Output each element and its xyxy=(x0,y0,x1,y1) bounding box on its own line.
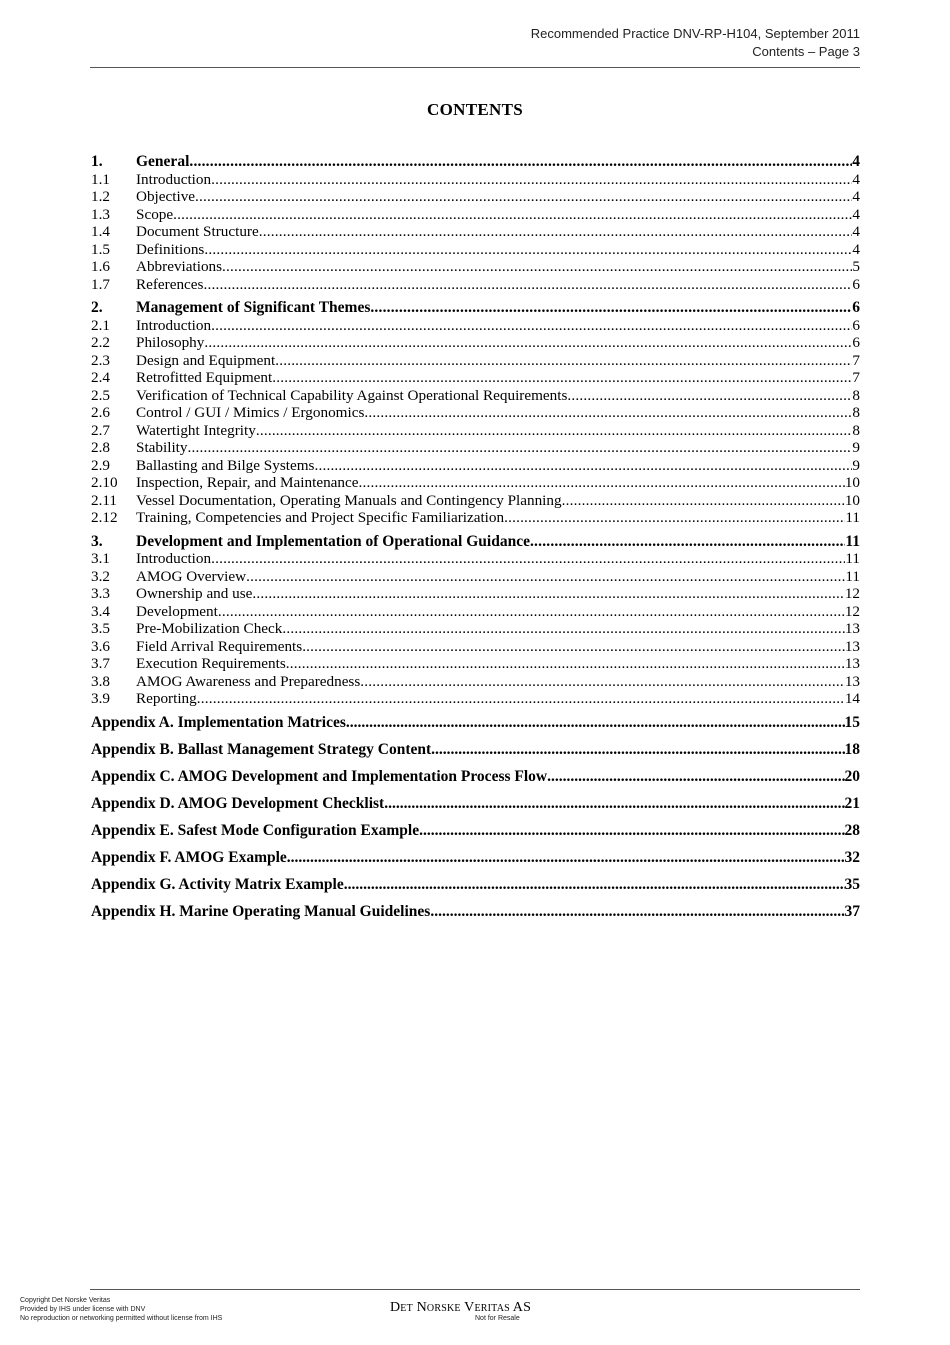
entry-number: 1.6 xyxy=(91,258,110,275)
entry-number: 2.7 xyxy=(91,421,110,439)
page-number: 6 xyxy=(852,299,860,316)
entry-title: Vessel Documentation, Operating Manuals and Contingency Planning xyxy=(136,491,562,509)
entry-number: 1.2 xyxy=(91,188,110,205)
entry-number: 2.1 xyxy=(91,316,110,334)
entry-title: Control / GUI / Mimics / Ergonomics xyxy=(136,404,365,421)
page-number: 11 xyxy=(845,550,860,567)
page-number: 13 xyxy=(844,637,860,655)
page-number: 6 xyxy=(852,316,860,334)
page-number: 8 xyxy=(852,404,860,421)
page-title: CONTENTS xyxy=(427,100,523,119)
dot-leader xyxy=(173,206,852,224)
page-number: 4 xyxy=(852,205,860,223)
toc-entry[interactable] xyxy=(91,638,860,656)
entry-number: 2.2 xyxy=(91,334,110,351)
entry-title: Design and Equipment xyxy=(136,351,276,369)
toc-entry[interactable] xyxy=(91,258,860,276)
toc-entry[interactable] xyxy=(91,422,860,440)
dot-leader xyxy=(384,795,844,813)
page-number: 4 xyxy=(852,153,860,170)
entry-title: Ballasting and Bilge Systems xyxy=(136,456,315,474)
page-number: 9 xyxy=(852,439,860,456)
header-page-label: Contents – Page 3 xyxy=(752,44,860,59)
page-number: 8 xyxy=(852,421,860,439)
entry-number: 2.9 xyxy=(91,456,110,474)
toc-appendix[interactable] xyxy=(91,741,860,768)
dot-leader xyxy=(272,369,852,387)
copyright-line: Copyright Det Norske Veritas xyxy=(20,1297,111,1304)
dot-leader xyxy=(346,714,845,732)
page-number: 14 xyxy=(844,690,860,707)
resale-notice: Not for Resale xyxy=(475,1315,520,1322)
page-number: 10 xyxy=(844,474,860,491)
entry-title: Definitions xyxy=(136,240,205,258)
section-number: 1. xyxy=(91,153,103,170)
dot-leader xyxy=(197,690,845,708)
dot-leader xyxy=(344,876,845,894)
page-number: 5 xyxy=(852,258,860,275)
page-number: 12 xyxy=(844,602,860,620)
toc-appendix[interactable] xyxy=(91,768,860,795)
section-title: Management of Significant Themes xyxy=(136,299,371,316)
appendix-title: Appendix H. Marine Operating Manual Guidelines xyxy=(91,902,431,920)
toc-appendix[interactable] xyxy=(91,903,860,930)
entry-title: References xyxy=(136,275,204,293)
dot-leader xyxy=(431,741,844,759)
dot-leader xyxy=(287,849,845,867)
entry-number: 1.3 xyxy=(91,205,110,223)
entry-number: 2.3 xyxy=(91,351,110,369)
entry-number: 3.2 xyxy=(91,567,110,585)
toc-entry[interactable] xyxy=(91,690,860,708)
entry-number: 2.12 xyxy=(91,509,118,526)
toc-section xyxy=(91,299,860,527)
dot-leader xyxy=(252,585,844,603)
toc-appendix[interactable] xyxy=(91,876,860,903)
dot-leader xyxy=(360,673,845,691)
page-number: 13 xyxy=(844,655,860,672)
toc-section xyxy=(91,153,860,293)
page-number: 8 xyxy=(852,386,860,404)
dot-leader xyxy=(562,492,845,510)
dot-leader xyxy=(364,404,852,422)
toc-entry[interactable] xyxy=(91,387,860,405)
page-number: 18 xyxy=(844,740,860,758)
toc-appendix[interactable] xyxy=(91,714,860,741)
dot-leader xyxy=(504,509,845,527)
dot-leader xyxy=(430,903,844,921)
dot-leader xyxy=(187,439,852,457)
appendix-title: Appendix F. AMOG Example xyxy=(91,848,287,866)
toc-appendix[interactable] xyxy=(91,849,860,876)
dot-leader xyxy=(419,822,844,840)
page-number: 4 xyxy=(852,188,860,205)
toc-entry[interactable] xyxy=(91,171,860,189)
page-number: 7 xyxy=(852,369,860,386)
entry-title: Reporting xyxy=(136,690,197,707)
entry-number: 2.8 xyxy=(91,439,110,456)
appendix-title: Appendix C. AMOG Development and Implementation Process Flow xyxy=(91,767,548,785)
dot-leader xyxy=(275,352,852,370)
page-number: 11 xyxy=(845,532,860,550)
toc-entry[interactable] xyxy=(91,352,860,370)
company-name: Det Norske Veritas AS xyxy=(390,1300,532,1315)
entry-title: Introduction xyxy=(136,316,212,334)
appendix-title: Appendix G. Activity Matrix Example xyxy=(91,875,344,893)
page-number: 10 xyxy=(844,491,860,509)
page-number: 28 xyxy=(844,821,860,839)
entry-title: Retrofitted Equipment xyxy=(136,369,273,386)
toc-entry[interactable] xyxy=(91,206,860,224)
header-divider xyxy=(90,67,860,68)
page-number: 20 xyxy=(844,767,860,785)
page-number: 35 xyxy=(844,875,860,893)
entry-title: Introduction xyxy=(136,550,212,567)
page-number: 4 xyxy=(852,223,860,240)
entry-title: Objective xyxy=(136,188,196,205)
dot-leader xyxy=(189,153,852,171)
page-number: 13 xyxy=(844,620,860,637)
entry-title: Inspection, Repair, and Maintenance xyxy=(136,474,359,491)
dot-leader xyxy=(314,457,852,475)
copyright-line: Provided by IHS under license with DNV xyxy=(20,1306,146,1313)
entry-title: Field Arrival Requirements xyxy=(136,637,303,655)
page-number: 13 xyxy=(844,672,860,690)
entry-number: 3.8 xyxy=(91,672,110,690)
entry-title: Development xyxy=(136,602,218,620)
toc-entry[interactable] xyxy=(91,550,860,568)
toc-entry[interactable] xyxy=(91,492,860,510)
entry-number: 1.5 xyxy=(91,240,110,258)
toc-entry[interactable] xyxy=(91,474,860,492)
page-number: 9 xyxy=(852,456,860,474)
entry-number: 2.5 xyxy=(91,386,110,404)
appendix-title: Appendix D. AMOG Development Checklist xyxy=(91,794,385,812)
dot-leader xyxy=(203,276,852,294)
entry-title: Scope xyxy=(136,205,174,223)
appendix-title: Appendix B. Ballast Management Strategy Content xyxy=(91,740,432,758)
page-number: 12 xyxy=(844,585,860,602)
entry-title: Verification of Technical Capability Against Operational Requirements xyxy=(136,386,568,404)
toc-entry[interactable] xyxy=(91,276,860,294)
entry-title: Document Structure xyxy=(136,223,259,240)
section-title: Development and Implementation of Operational Guidance xyxy=(136,532,530,550)
toc-entry[interactable] xyxy=(91,241,860,259)
toc-entry[interactable] xyxy=(91,439,860,457)
dot-leader xyxy=(204,241,852,259)
entry-title: AMOG Overview xyxy=(136,567,247,585)
toc-entry[interactable] xyxy=(91,404,860,422)
dot-leader xyxy=(358,474,844,492)
header-document-title: Recommended Practice DNV-RP-H104, September 2011 xyxy=(530,26,860,41)
page-number: 4 xyxy=(852,240,860,258)
page-number: 6 xyxy=(852,334,860,351)
page-number: 6 xyxy=(852,275,860,293)
entry-title: Abbreviations xyxy=(136,258,223,275)
dot-leader xyxy=(204,334,852,352)
page-number: 11 xyxy=(845,509,860,526)
entry-number: 3.9 xyxy=(91,690,110,707)
dot-leader xyxy=(211,550,845,568)
section-title: General xyxy=(136,153,190,170)
entry-title: Philosophy xyxy=(136,334,205,351)
toc-entry[interactable] xyxy=(91,673,860,691)
entry-title: AMOG Awareness and Preparedness xyxy=(136,672,361,690)
entry-number: 3.6 xyxy=(91,637,110,655)
toc-entry[interactable] xyxy=(91,317,860,335)
toc-entry[interactable] xyxy=(91,223,860,241)
toc-section-heading[interactable] xyxy=(91,533,860,551)
dot-leader xyxy=(286,655,845,673)
appendix-title: Appendix E. Safest Mode Configuration Example xyxy=(91,821,420,839)
toc-entry[interactable] xyxy=(91,369,860,387)
toc-entry[interactable] xyxy=(91,603,860,621)
entry-number: 1.7 xyxy=(91,275,110,293)
dot-leader xyxy=(222,258,852,276)
dot-leader xyxy=(256,422,853,440)
toc-entry[interactable] xyxy=(91,568,860,586)
entry-number: 3.1 xyxy=(91,550,110,567)
dot-leader xyxy=(211,171,852,189)
dot-leader xyxy=(282,620,844,638)
dot-leader xyxy=(246,568,845,586)
dot-leader xyxy=(370,299,852,317)
copyright-notice xyxy=(20,1296,222,1323)
page-header xyxy=(531,25,860,61)
entry-number: 3.3 xyxy=(91,585,110,602)
entry-title: Watertight Integrity xyxy=(136,421,256,439)
entry-title: Training, Competencies and Project Specific Familiarization xyxy=(136,509,505,526)
entry-number: 1.4 xyxy=(91,223,110,240)
entry-title: Introduction xyxy=(136,170,212,188)
entry-number: 2.10 xyxy=(91,474,118,491)
dot-leader xyxy=(195,188,852,206)
dot-leader xyxy=(567,387,852,405)
page-number: 21 xyxy=(844,794,860,812)
page-number: 37 xyxy=(844,902,860,920)
dot-leader xyxy=(302,638,845,656)
entry-number: 3.7 xyxy=(91,655,110,672)
entry-number: 2.4 xyxy=(91,369,110,386)
footer-divider xyxy=(90,1289,860,1290)
copyright-line: No reproduction or networking permitted without license from IHS xyxy=(20,1315,223,1322)
dot-leader xyxy=(218,603,845,621)
entry-title: Stability xyxy=(136,439,188,456)
page-number: 11 xyxy=(845,567,860,585)
entry-title: Pre-Mobilization Check xyxy=(136,620,283,637)
toc-section-heading[interactable] xyxy=(91,299,860,317)
entry-number: 3.4 xyxy=(91,602,110,620)
page-number: 15 xyxy=(844,713,860,731)
toc-entry[interactable] xyxy=(91,188,860,206)
toc-entry[interactable] xyxy=(91,509,860,527)
entry-title: Execution Requirements xyxy=(136,655,286,672)
toc-section xyxy=(91,533,860,708)
toc-entry[interactable] xyxy=(91,334,860,352)
page-number: 7 xyxy=(852,351,860,369)
entry-title: Ownership and use xyxy=(136,585,253,602)
toc-section-heading[interactable] xyxy=(91,153,860,171)
toc-appendix[interactable] xyxy=(91,822,860,849)
page-number: 4 xyxy=(852,170,860,188)
entry-number: 3.5 xyxy=(91,620,110,637)
dot-leader xyxy=(547,768,844,786)
toc-entry[interactable] xyxy=(91,585,860,603)
toc-appendix[interactable] xyxy=(91,795,860,822)
dot-leader xyxy=(259,223,853,241)
table-of-contents xyxy=(91,153,860,930)
entry-number: 2.11 xyxy=(91,491,118,509)
entry-number: 1.1 xyxy=(91,170,110,188)
toc-entry[interactable] xyxy=(91,620,860,638)
section-number: 3. xyxy=(91,532,103,550)
dot-leader xyxy=(530,533,845,551)
toc-entry[interactable] xyxy=(91,457,860,475)
dot-leader xyxy=(211,317,852,335)
toc-entry[interactable] xyxy=(91,655,860,673)
entry-number: 2.6 xyxy=(91,404,110,421)
appendix-title: Appendix A. Implementation Matrices xyxy=(91,713,346,731)
section-number: 2. xyxy=(91,299,103,316)
page-number: 32 xyxy=(844,848,860,866)
